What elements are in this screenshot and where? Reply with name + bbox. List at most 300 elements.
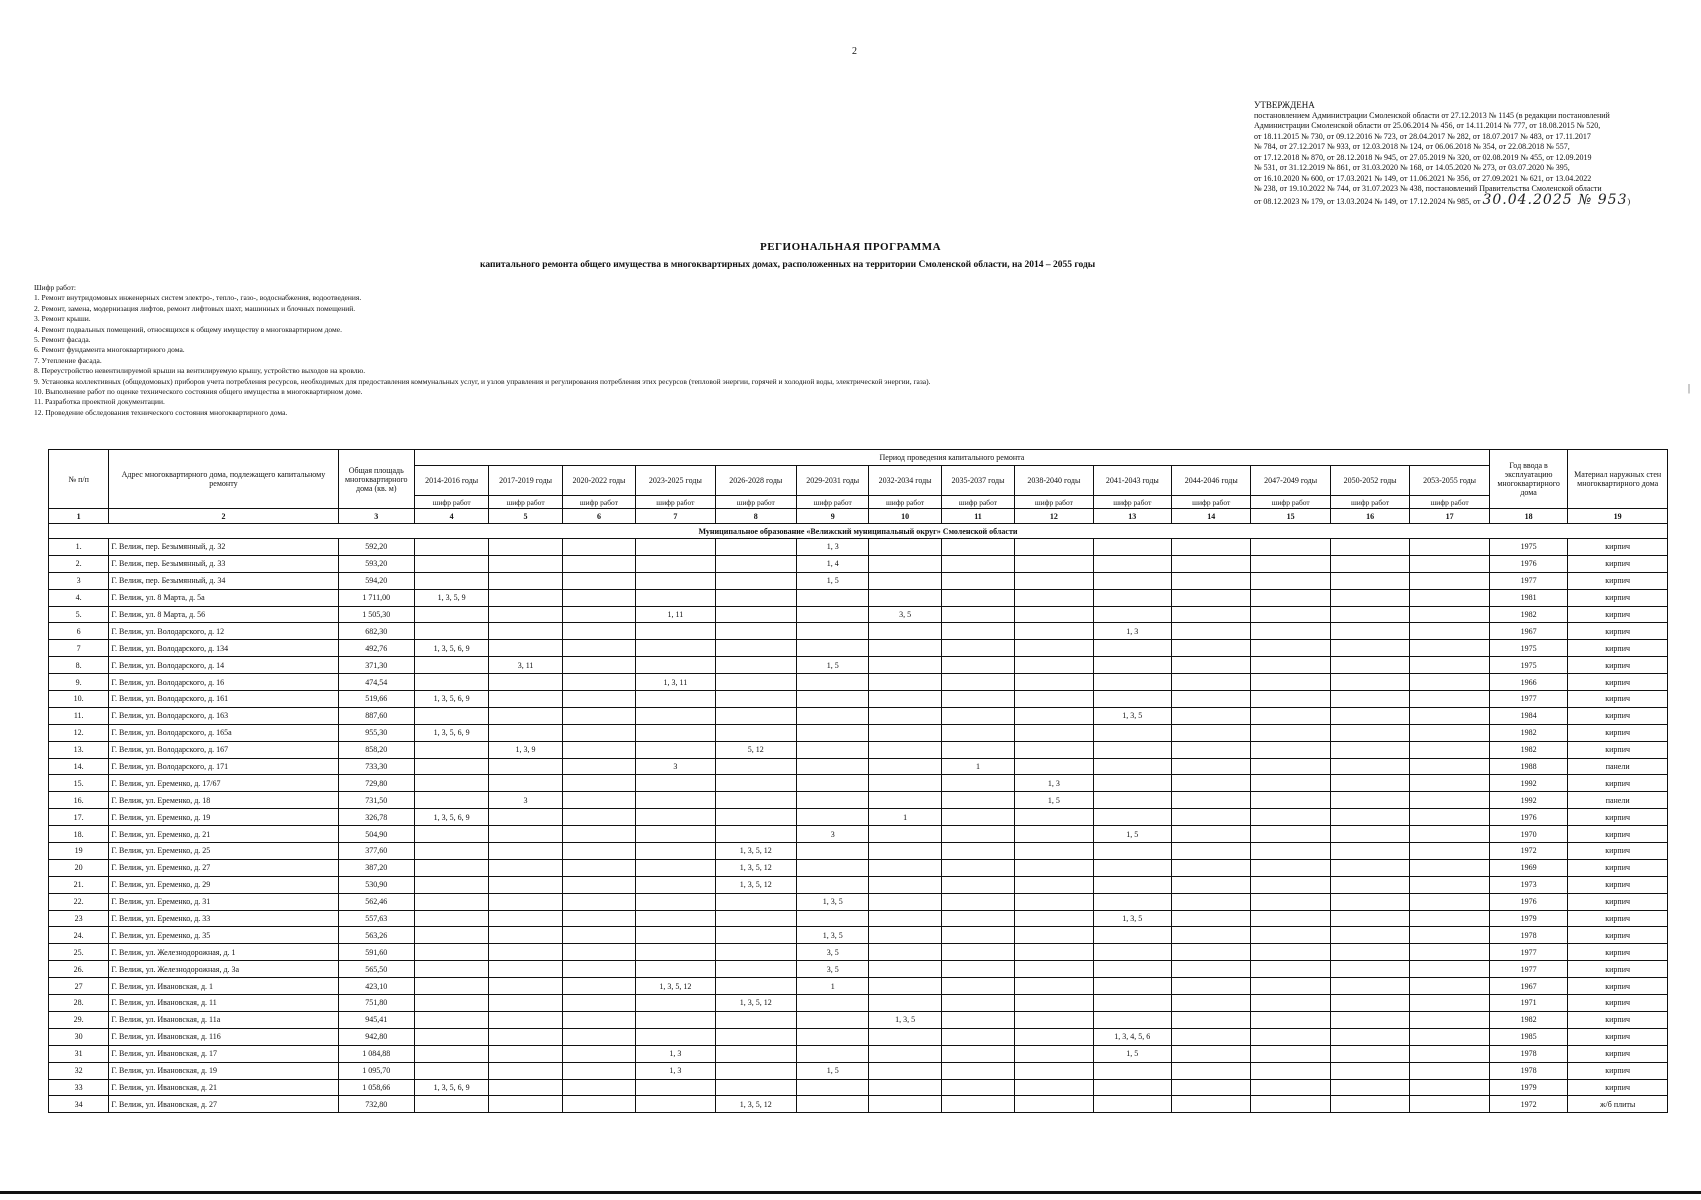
row-work-code (1410, 876, 1490, 893)
row-year: 1978 (1489, 1062, 1567, 1079)
row-material: кирпич (1568, 1028, 1668, 1045)
table-row (49, 1045, 1668, 1062)
row-work-code (1410, 927, 1490, 944)
row-work-code (1093, 927, 1171, 944)
row-work-code (414, 995, 488, 1012)
row-work-code (1410, 691, 1490, 708)
row-material: кирпич (1568, 572, 1668, 589)
row-area: 751,80 (338, 995, 414, 1012)
handwritten-date: 30.04.2025 № 953 (1482, 191, 1628, 208)
column-number: 1 (49, 509, 109, 524)
row-work-code (562, 1028, 635, 1045)
row-address: Г. Велиж, ул. Володарского, д. 161 (109, 691, 338, 708)
row-work-code (562, 775, 635, 792)
row-work-code (636, 741, 715, 758)
row-work-code (1172, 910, 1251, 927)
row-work-code (1330, 674, 1409, 691)
row-work-code (414, 792, 488, 809)
row-work-code (414, 606, 488, 623)
row-work-code (1015, 674, 1093, 691)
row-number: 10. (49, 691, 109, 708)
row-material: ж/б плиты (1568, 1096, 1668, 1113)
row-area: 492,76 (338, 640, 414, 657)
row-work-code (1172, 1028, 1251, 1045)
table-row (49, 944, 1668, 961)
row-material: кирпич (1568, 589, 1668, 606)
row-work-code (489, 589, 562, 606)
column-number: 13 (1093, 509, 1171, 524)
repair-program-table (48, 449, 1668, 1113)
legend-item: 1. Ремонт внутридомовых инженерных систем электро-, тепло-, газо-, водоснабжения, водоотведения. (34, 293, 362, 303)
table-row (49, 995, 1668, 1012)
row-work-code (636, 910, 715, 927)
row-address: Г. Велиж, ул. Железнодорожная, д. 3а (109, 961, 338, 978)
row-work-code (489, 995, 562, 1012)
column-number: 12 (1015, 509, 1093, 524)
row-work-code (1410, 758, 1490, 775)
row-work-code (797, 640, 869, 657)
row-area: 682,30 (338, 623, 414, 640)
row-work-code (715, 589, 796, 606)
row-work-code: 1, 5 (797, 1062, 869, 1079)
row-work-code (1015, 995, 1093, 1012)
row-address: Г. Велиж, ул. Ивановская, д. 1 (109, 978, 338, 995)
row-work-code (1251, 623, 1330, 640)
row-work-code: 3, 11 (489, 657, 562, 674)
row-work-code (797, 809, 869, 826)
row-work-code (1093, 792, 1171, 809)
row-work-code (1093, 978, 1171, 995)
row-work-code (1330, 775, 1409, 792)
row-work-code (1251, 640, 1330, 657)
row-work-code (1410, 606, 1490, 623)
row-work-code (1172, 876, 1251, 893)
row-work-code (636, 691, 715, 708)
row-material: кирпич (1568, 741, 1668, 758)
row-work-code (1015, 741, 1093, 758)
row-work-code (1251, 555, 1330, 572)
row-address: Г. Велиж, ул. Ивановская, д. 21 (109, 1079, 338, 1096)
row-address: Г. Велиж, ул. Еременко, д. 35 (109, 927, 338, 944)
row-work-code (636, 893, 715, 910)
row-work-code (797, 1079, 869, 1096)
row-work-code (941, 792, 1014, 809)
row-address: Г. Велиж, ул. Володарского, д. 163 (109, 707, 338, 724)
row-work-code (715, 826, 796, 843)
row-work-code (941, 876, 1014, 893)
row-work-code (941, 691, 1014, 708)
row-work-code (797, 1096, 869, 1113)
row-work-code (797, 859, 869, 876)
row-work-code (1330, 944, 1409, 961)
row-work-code (1330, 910, 1409, 927)
row-area: 565,50 (338, 961, 414, 978)
row-work-code: 1, 3, 5, 6, 9 (414, 724, 488, 741)
row-area: 377,60 (338, 843, 414, 860)
row-work-code: 1, 3, 5, 9 (414, 589, 488, 606)
row-address: Г. Велиж, пер. Безымянный, д. 32 (109, 539, 338, 556)
col-header-address: Адрес многоквартирного дома, подлежащего капитальному ремонту (109, 450, 338, 509)
row-work-code (1172, 944, 1251, 961)
row-work-code (562, 1079, 635, 1096)
table-row (49, 893, 1668, 910)
row-work-code (1015, 623, 1093, 640)
row-work-code: 1 (869, 809, 941, 826)
row-work-code (1330, 741, 1409, 758)
row-work-code: 3 (489, 792, 562, 809)
row-work-code (1251, 741, 1330, 758)
row-work-code (1251, 572, 1330, 589)
row-work-code (797, 623, 869, 640)
row-work-code (715, 809, 796, 826)
row-work-code (869, 859, 941, 876)
row-work-code (869, 572, 941, 589)
row-work-code (636, 843, 715, 860)
row-work-code (1410, 843, 1490, 860)
row-work-code (1015, 572, 1093, 589)
row-year: 1966 (1489, 674, 1567, 691)
row-work-code (1330, 859, 1409, 876)
row-work-code (1015, 1062, 1093, 1079)
row-work-code (715, 707, 796, 724)
row-address: Г. Велиж, ул. Железнодорожная, д. 1 (109, 944, 338, 961)
row-work-code (636, 707, 715, 724)
col-header-work-code: шифр работ (1093, 496, 1171, 509)
row-work-code (1172, 691, 1251, 708)
table-row (49, 1096, 1668, 1113)
row-work-code (941, 826, 1014, 843)
row-work-code: 1, 3 (797, 539, 869, 556)
row-work-code: 1, 3 (1015, 775, 1093, 792)
row-work-code (869, 1062, 941, 1079)
row-work-code (1251, 657, 1330, 674)
row-work-code (869, 792, 941, 809)
row-work-code (1093, 843, 1171, 860)
row-work-code (636, 572, 715, 589)
row-area: 1 084,88 (338, 1045, 414, 1062)
row-work-code (1410, 640, 1490, 657)
row-work-code (715, 674, 796, 691)
row-work-code (636, 555, 715, 572)
row-work-code (715, 555, 796, 572)
row-work-code: 1, 5 (1093, 1045, 1171, 1062)
col-header-work-code: шифр работ (715, 496, 796, 509)
row-work-code (715, 961, 796, 978)
row-work-code (869, 1028, 941, 1045)
row-work-code (941, 927, 1014, 944)
row-work-code (715, 792, 796, 809)
closing-paren: ) (1627, 196, 1631, 206)
col-header-period: 2053-2055 годы (1410, 466, 1490, 496)
row-work-code (489, 724, 562, 741)
row-work-code (1410, 589, 1490, 606)
row-address: Г. Велиж, ул. Ивановская, д. 27 (109, 1096, 338, 1113)
row-work-code (414, 961, 488, 978)
row-work-code (489, 1045, 562, 1062)
row-work-code (869, 961, 941, 978)
row-work-code (1172, 927, 1251, 944)
row-work-code (1330, 792, 1409, 809)
row-work-code (1015, 1079, 1093, 1096)
row-address: Г. Велиж, ул. Ивановская, д. 11 (109, 995, 338, 1012)
row-work-code (489, 826, 562, 843)
column-number: 16 (1330, 509, 1409, 524)
col-header-period: 2026-2028 годы (715, 466, 796, 496)
row-work-code (1093, 555, 1171, 572)
row-material: кирпич (1568, 1062, 1668, 1079)
legend-item: 12. Проведение обследования технического состояния многоквартирного дома. (34, 407, 288, 417)
row-work-code (1330, 809, 1409, 826)
row-work-code (1410, 809, 1490, 826)
row-work-code (1251, 724, 1330, 741)
table-body (49, 539, 1668, 1113)
row-work-code (489, 775, 562, 792)
row-work-code (489, 978, 562, 995)
row-work-code (562, 826, 635, 843)
row-work-code (869, 691, 941, 708)
col-header-work-code: шифр работ (941, 496, 1014, 509)
row-year: 1988 (1489, 758, 1567, 775)
legend-item: 10. Выполнение работ по оценке технического состояния общего имущества в многоквартирном доме. (34, 387, 363, 397)
row-work-code (414, 741, 488, 758)
row-work-code (1251, 1096, 1330, 1113)
col-header-period: 2032-2034 годы (869, 466, 941, 496)
row-work-code (1093, 809, 1171, 826)
col-header-work-code: шифр работ (797, 496, 869, 509)
row-work-code (1015, 826, 1093, 843)
row-work-code (1330, 843, 1409, 860)
row-work-code (1251, 910, 1330, 927)
col-header-work-code: шифр работ (1330, 496, 1409, 509)
row-work-code (1172, 809, 1251, 826)
row-work-code (414, 859, 488, 876)
row-work-code (797, 606, 869, 623)
table-row (49, 775, 1668, 792)
row-work-code (1015, 555, 1093, 572)
row-work-code (869, 826, 941, 843)
row-work-code (1251, 809, 1330, 826)
row-work-code (489, 555, 562, 572)
row-area: 858,20 (338, 741, 414, 758)
row-work-code (1172, 1079, 1251, 1096)
row-work-code (1172, 606, 1251, 623)
row-area: 592,20 (338, 539, 414, 556)
row-work-code (1015, 657, 1093, 674)
row-year: 1977 (1489, 961, 1567, 978)
row-work-code (489, 707, 562, 724)
row-year: 1975 (1489, 657, 1567, 674)
row-work-code (1410, 1028, 1490, 1045)
row-material: кирпич (1568, 707, 1668, 724)
row-work-code (1172, 859, 1251, 876)
row-material: кирпич (1568, 555, 1668, 572)
row-number: 25. (49, 944, 109, 961)
table-row (49, 539, 1668, 556)
row-work-code (869, 978, 941, 995)
row-work-code (1410, 893, 1490, 910)
table-row (49, 1028, 1668, 1045)
column-number: 6 (562, 509, 635, 524)
row-work-code (414, 978, 488, 995)
col-header-period-group: Период проведения капитального ремонта (414, 450, 1489, 466)
table-row (49, 657, 1668, 674)
row-work-code (1015, 859, 1093, 876)
row-work-code (1330, 623, 1409, 640)
row-work-code (715, 623, 796, 640)
col-header-period: 2047-2049 годы (1251, 466, 1330, 496)
row-work-code: 1, 3 (636, 1062, 715, 1079)
row-work-code (562, 640, 635, 657)
row-work-code (636, 1011, 715, 1028)
table-row (49, 741, 1668, 758)
row-work-code (489, 809, 562, 826)
row-work-code (1093, 657, 1171, 674)
row-work-code (797, 910, 869, 927)
row-number: 26. (49, 961, 109, 978)
row-address: Г. Велиж, ул. Еременко, д. 18 (109, 792, 338, 809)
row-work-code (1093, 995, 1171, 1012)
legend-item: 6. Ремонт фундамента многоквартирного дома. (34, 345, 185, 355)
row-work-code (941, 893, 1014, 910)
row-work-code (489, 944, 562, 961)
row-work-code (1251, 674, 1330, 691)
row-work-code: 1, 3, 5, 6, 9 (414, 809, 488, 826)
row-work-code (1093, 572, 1171, 589)
row-work-code (1172, 539, 1251, 556)
column-number: 17 (1410, 509, 1490, 524)
row-work-code (715, 657, 796, 674)
row-work-code (1015, 758, 1093, 775)
row-address: Г. Велиж, ул. Ивановская, д. 116 (109, 1028, 338, 1045)
row-work-code (1410, 1062, 1490, 1079)
row-number: 13. (49, 741, 109, 758)
row-year: 1978 (1489, 1045, 1567, 1062)
row-area: 562,46 (338, 893, 414, 910)
row-address: Г. Велиж, ул. Володарского, д. 134 (109, 640, 338, 657)
row-work-code (636, 859, 715, 876)
row-work-code (1251, 792, 1330, 809)
row-work-code (562, 707, 635, 724)
row-address: Г. Велиж, ул. Володарского, д. 16 (109, 674, 338, 691)
row-work-code (715, 539, 796, 556)
row-work-code: 1, 3, 5, 6, 9 (414, 691, 488, 708)
row-work-code (1093, 589, 1171, 606)
row-work-code (562, 893, 635, 910)
row-number: 27 (49, 978, 109, 995)
row-work-code (562, 741, 635, 758)
row-work-code (941, 640, 1014, 657)
row-work-code: 1, 3 (636, 1045, 715, 1062)
row-work-code (797, 589, 869, 606)
column-number: 11 (941, 509, 1014, 524)
column-number: 9 (797, 509, 869, 524)
row-work-code (715, 1062, 796, 1079)
col-header-work-code: шифр работ (562, 496, 635, 509)
row-area: 371,30 (338, 657, 414, 674)
row-work-code (869, 640, 941, 657)
row-year: 1978 (1489, 927, 1567, 944)
row-number: 9. (49, 674, 109, 691)
col-header-period: 2038-2040 годы (1015, 466, 1093, 496)
row-work-code (562, 1096, 635, 1113)
row-work-code (636, 1028, 715, 1045)
row-work-code (1015, 1028, 1093, 1045)
column-number: 19 (1568, 509, 1668, 524)
row-area: 474,54 (338, 674, 414, 691)
row-work-code (941, 910, 1014, 927)
row-work-code (414, 572, 488, 589)
row-work-code (636, 1079, 715, 1096)
row-work-code (414, 944, 488, 961)
row-material: кирпич (1568, 539, 1668, 556)
row-work-code (562, 978, 635, 995)
row-material: кирпич (1568, 724, 1668, 741)
row-work-code (1172, 843, 1251, 860)
approval-heading: УТВЕРЖДЕНА (1254, 100, 1315, 110)
col-header-period: 2041-2043 годы (1093, 466, 1171, 496)
row-work-code (489, 843, 562, 860)
table-row (49, 876, 1668, 893)
row-work-code (636, 961, 715, 978)
row-work-code (636, 640, 715, 657)
row-work-code (715, 572, 796, 589)
row-work-code: 1, 3, 5, 6, 9 (414, 1079, 488, 1096)
row-address: Г. Велиж, ул. Володарского, д. 167 (109, 741, 338, 758)
row-number: 8. (49, 657, 109, 674)
approval-line: от 18.11.2015 № 730, от 09.12.2016 № 723, от 28.04.2017 № 282, от 18.07.2017 № 483, от 17.11.2017 (1254, 131, 1591, 141)
row-work-code (869, 539, 941, 556)
row-work-code (715, 640, 796, 657)
row-work-code (1330, 657, 1409, 674)
row-work-code (941, 741, 1014, 758)
row-area: 593,20 (338, 555, 414, 572)
table-row (49, 809, 1668, 826)
row-work-code (414, 1096, 488, 1113)
row-work-code (1172, 978, 1251, 995)
col-header-work-code: шифр работ (489, 496, 562, 509)
row-year: 1972 (1489, 1096, 1567, 1113)
row-work-code (797, 876, 869, 893)
row-work-code (1410, 572, 1490, 589)
col-header-work-code: шифр работ (636, 496, 715, 509)
row-work-code (1093, 1096, 1171, 1113)
row-work-code (636, 1096, 715, 1113)
column-number: 2 (109, 509, 338, 524)
row-number: 30 (49, 1028, 109, 1045)
row-work-code (715, 606, 796, 623)
row-work-code (797, 792, 869, 809)
row-work-code (489, 1011, 562, 1028)
row-work-code (1251, 1062, 1330, 1079)
row-number: 33 (49, 1079, 109, 1096)
row-year: 1985 (1489, 1028, 1567, 1045)
row-work-code (1251, 1079, 1330, 1096)
row-work-code (869, 927, 941, 944)
row-work-code (869, 741, 941, 758)
row-work-code (797, 1045, 869, 1062)
row-work-code (715, 1028, 796, 1045)
row-year: 1967 (1489, 978, 1567, 995)
row-address: Г. Велиж, ул. Еременко, д. 27 (109, 859, 338, 876)
row-work-code: 1, 3, 5, 12 (715, 843, 796, 860)
row-work-code (1410, 792, 1490, 809)
row-address: Г. Велиж, ул. Ивановская, д. 19 (109, 1062, 338, 1079)
row-work-code (797, 707, 869, 724)
row-work-code (636, 826, 715, 843)
row-work-code (1410, 555, 1490, 572)
row-material: кирпич (1568, 775, 1668, 792)
row-work-code: 3 (797, 826, 869, 843)
